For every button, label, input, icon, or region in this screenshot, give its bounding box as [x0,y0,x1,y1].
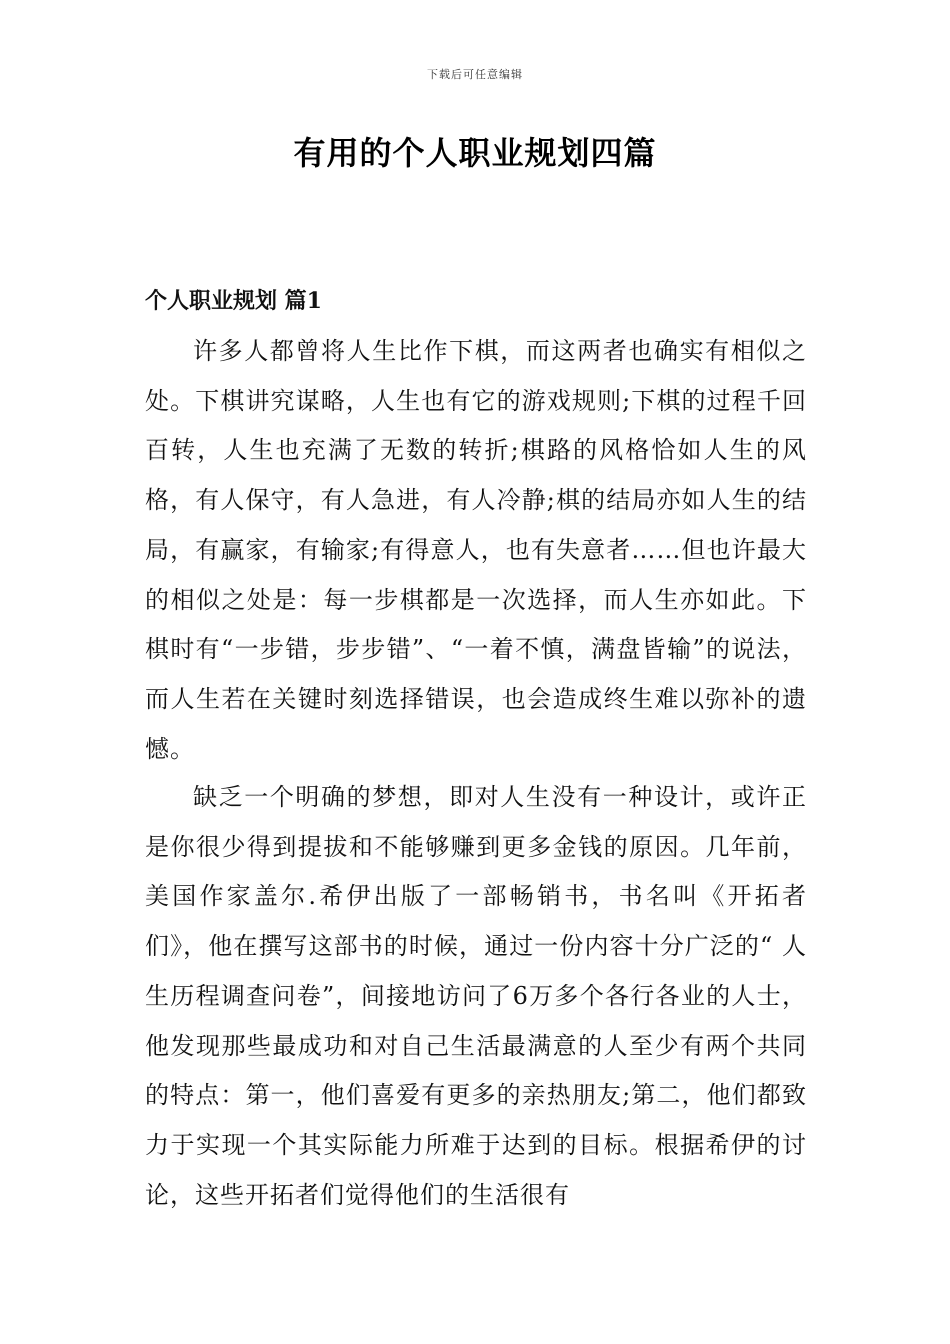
body-paragraph-2: 缺乏一个明确的梦想，即对人生没有一种设计，或许正是你很少得到提拔和不能够赚到更多金钱的原因。几年前，美国作家盖尔.希伊出版了一部畅销书，书名叫《开拓者们》，他在撰写这部书的时候，通过一份内容十分广泛的“ 人生历程调查问卷”，间接地访问了6万多个各行各业的人士，他发现那些最成功和对自己生活最满意的人至少有两个共同的特点：第一，他们喜爱有更多的亲热朋友;第二，他们都致力于实现一个其实际能力所难于达到的目标。根据希伊的讨论，这些开拓者们觉得他们的生活很有 [145,783,807,1209]
body-paragraph-1: 许多人都曾将人生比作下棋，而这两者也确实有相似之处。下棋讲究谋略，人生也有它的游戏规则;下棋的过程千回百转，人生也充满了无数的转折;棋路的风格恰如人生的风格，有人保守，有人急进，有人冷静;棋的结局亦如人生的结局，有赢家，有输家;有得意人，也有失意者……但也许最大的相似之处是：每一步棋都是一次选择，而人生亦如此。下棋时有“一步错，步步错”、“一着不慎，满盘皆输”的说法，而人生若在关键时刻选择错误，也会造成终生难以弥补的遗憾。 [145,337,807,763]
section-heading: 个人职业规划 篇1 [145,288,322,314]
header-note: 下载后可任意编辑 [427,68,523,81]
document-title: 有用的个人职业规划四篇 [293,134,657,172]
